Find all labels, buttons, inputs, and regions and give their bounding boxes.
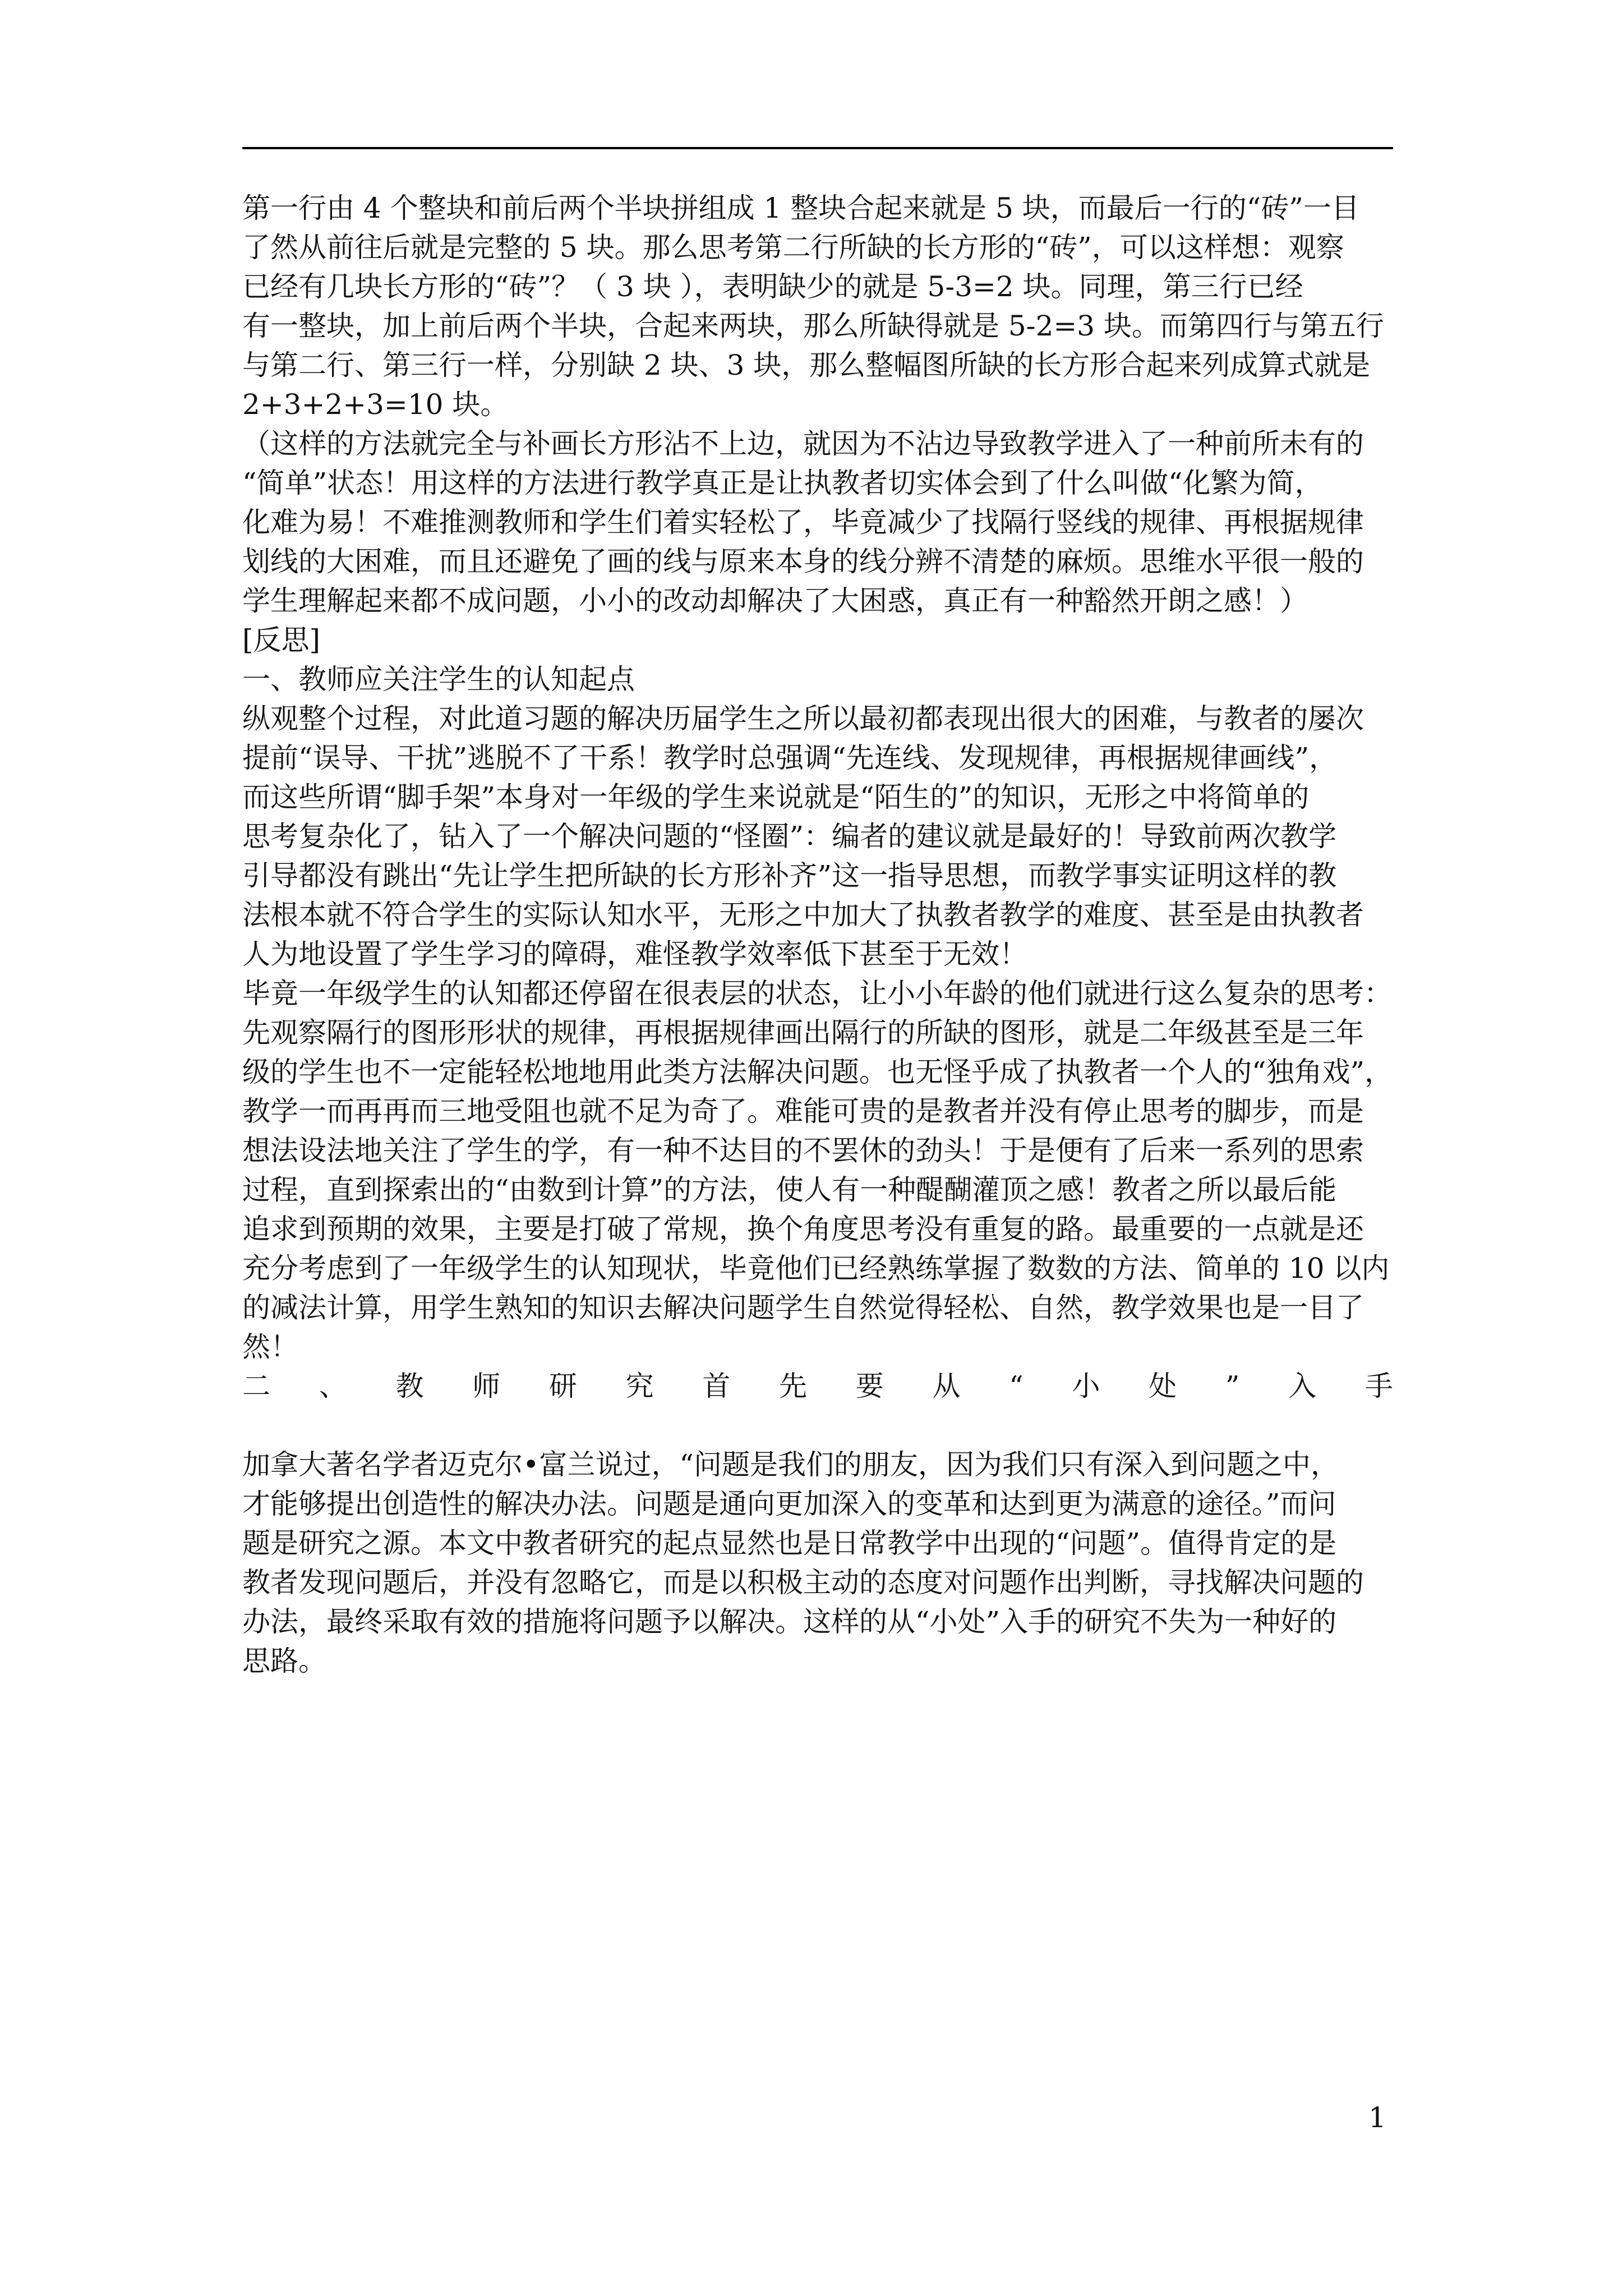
text-line: 先观察隔行的图形形状的规律，再根据规律画出隔行的所缺的图形，就是二年级甚至是三年 (242, 1016, 1364, 1049)
heading-char: 处 (1149, 1370, 1177, 1402)
text-line: 教学一而再再而三地受阻也就不足为奇了。难能可贵的是教者并没有停止思考的脚步，而是 (242, 1095, 1364, 1128)
heading-char: 、 (319, 1370, 347, 1402)
text-line: 题是研究之源。本文中教者研究的起点显然也是日常教学中出现的“问题”。值得肯定的是 (242, 1527, 1337, 1559)
text-line: 划线的大困难，而且还避免了画的线与原来本身的线分辨不清楚的麻烦。思维水平很一般的 (242, 545, 1364, 578)
heading-char: 手 (1364, 1370, 1393, 1402)
text-line: 思考复杂化了，钻入了一个解决问题的“怪圈”：编者的建议就是最好的！导致前两次教学 (242, 820, 1337, 853)
text-line: 级的学生也不一定能轻松地地用此类方法解决问题。也无怪乎成了执教者一个人的“独角戏”， (242, 1056, 1393, 1088)
heading-char: 究 (625, 1370, 654, 1402)
text-line: 已经有几块长方形的“砖”？（ 3 块 ），表明缺少的就是 5-3=2 块。同理，第三行已经 (242, 270, 1303, 303)
heading-char: 小 (1072, 1370, 1100, 1402)
section-2-heading (242, 1366, 1393, 1406)
heading-char: 入 (1288, 1370, 1317, 1402)
page-number: 1 (1368, 2101, 1386, 2134)
text-line: 提前“误导、干扰”逃脱不了干系！教学时总强调“先连线、发现规律，再根据规律画线”， (242, 742, 1338, 774)
paragraph-1 (242, 188, 1393, 424)
text-line: 教者发现问题后，并没有忽略它，而是以积极主动的态度对问题作出判断，寻找解决问题的 (242, 1566, 1364, 1599)
blank-line (242, 1406, 1393, 1445)
paragraph-5 (242, 1445, 1393, 1681)
text-line: 人为地设置了学生学习的障碍，难怪教学效率低下甚至于无效！ (242, 938, 1027, 970)
text-line: 办法，最终采取有效的措施将问题予以解决。这样的从“小处”入手的研究不失为一种好的 (242, 1605, 1337, 1638)
document-body (242, 188, 1393, 1681)
text-line: 加拿大著名学者迈克尔•富兰说过，“问题是我们的朋友，因为我们只有深入到问题之中， (242, 1448, 1339, 1481)
text-line: 纵观整个过程，对此道习题的解决历届学生之所以最初都表现出很大的困难，与教者的屡次 (242, 702, 1364, 735)
heading-char: 师 (472, 1370, 501, 1402)
text-line: 引导都没有跳出“先让学生把所缺的长方形补齐”这一指导思想，而教学事实证明这样的教 (242, 859, 1337, 892)
text-line: 而这些所谓“脚手架”本身对一年级的学生来说就是“陌生的”的知识，无形之中将简单的 (242, 781, 1310, 813)
heading-char: 教 (395, 1370, 424, 1402)
heading-char: 从 (932, 1370, 961, 1402)
text-line: 了然从前往后就是完整的 5 块。那么思考第二行所缺的长方形的“砖”，可以这样想：观察 (242, 231, 1344, 264)
reflection-heading: [反思] (242, 624, 321, 656)
heading-char: 二 (242, 1370, 270, 1402)
paragraph-2 (242, 424, 1393, 620)
heading-char: ” (1225, 1370, 1240, 1402)
text-line: 然！ (242, 1331, 298, 1363)
text-line: 与第二行、第三行一样，分别缺 2 块、3 块，那么整幅图所缺的长方形合起来列成算式就是 (242, 349, 1371, 381)
text-line: 化难为易！不难推测教师和学生们着实轻松了，毕竟减少了找隔行竖线的规律、再根据规律 (242, 506, 1364, 539)
section-1-heading: 一、教师应关注学生的认知起点 (242, 663, 635, 696)
text-line: 毕竟一年级学生的认知都还停留在很表层的状态，让小小年龄的他们就进行这么复杂的思考： (242, 977, 1392, 1010)
header-rule (242, 147, 1393, 149)
text-line: 2+3+2+3=10 块。 (242, 388, 509, 421)
text-line: 法根本就不符合学生的实际认知水平，无形之中加大了执教者教学的难度、甚至是由执教者 (242, 899, 1364, 931)
paragraph-4 (242, 974, 1393, 1366)
text-line: 充分考虑到了一年级学生的认知现状，毕竟他们已经熟练掌握了数数的方法、简单的 10 以内 (242, 1252, 1390, 1285)
heading-char: “ (1009, 1370, 1023, 1402)
text-line: 才能够提出创造性的解决办法。问题是通向更加深入的变革和达到更为满意的途径。”而问 (242, 1488, 1336, 1520)
text-line: 有一整块，加上前后两个半块，合起来两块，那么所缺得就是 5-2=3 块。而第四行与第五行 (242, 310, 1385, 342)
text-line: 的减法计算，用学生熟知的知识去解决问题学生自然觉得轻松、自然，教学效果也是一目了 (242, 1291, 1364, 1324)
text-line: 过程，直到探索出的“由数到计算”的方法，使人有一种醍醐灌顶之感！教者之所以最后能 (242, 1174, 1337, 1206)
paragraph-3 (242, 699, 1393, 974)
text-line: 学生理解起来都不成问题，小小的改动却解决了大困惑，真正有一种豁然开朗之感！） (242, 585, 1308, 617)
text-line: 第一行由 4 个整块和前后两个半块拼组成 1 整块合起来就是 5 块，而最后一行的“砖”一目 (242, 192, 1359, 224)
heading-char: 首 (702, 1370, 731, 1402)
text-line: （这样的方法就完全与补画长方形沾不上边，就因为不沾边导致教学进入了一种前所未有的 (242, 427, 1364, 460)
heading-char: 要 (855, 1370, 884, 1402)
text-line: 思路。 (242, 1645, 326, 1677)
text-line: 追求到预期的效果，主要是打破了常规，换个角度思考没有重复的路。最重要的一点就是还 (242, 1213, 1364, 1245)
text-line: 想法设法地关注了学生的学，有一种不达目的不罢休的劲头！于是便有了后来一系列的思索 (242, 1134, 1364, 1167)
heading-char: 先 (779, 1370, 808, 1402)
heading-char: 研 (548, 1370, 577, 1402)
text-line: “简单”状态！用这样的方法进行教学真正是让执教者切实体会到了什么叫做“化繁为简， (242, 467, 1323, 499)
